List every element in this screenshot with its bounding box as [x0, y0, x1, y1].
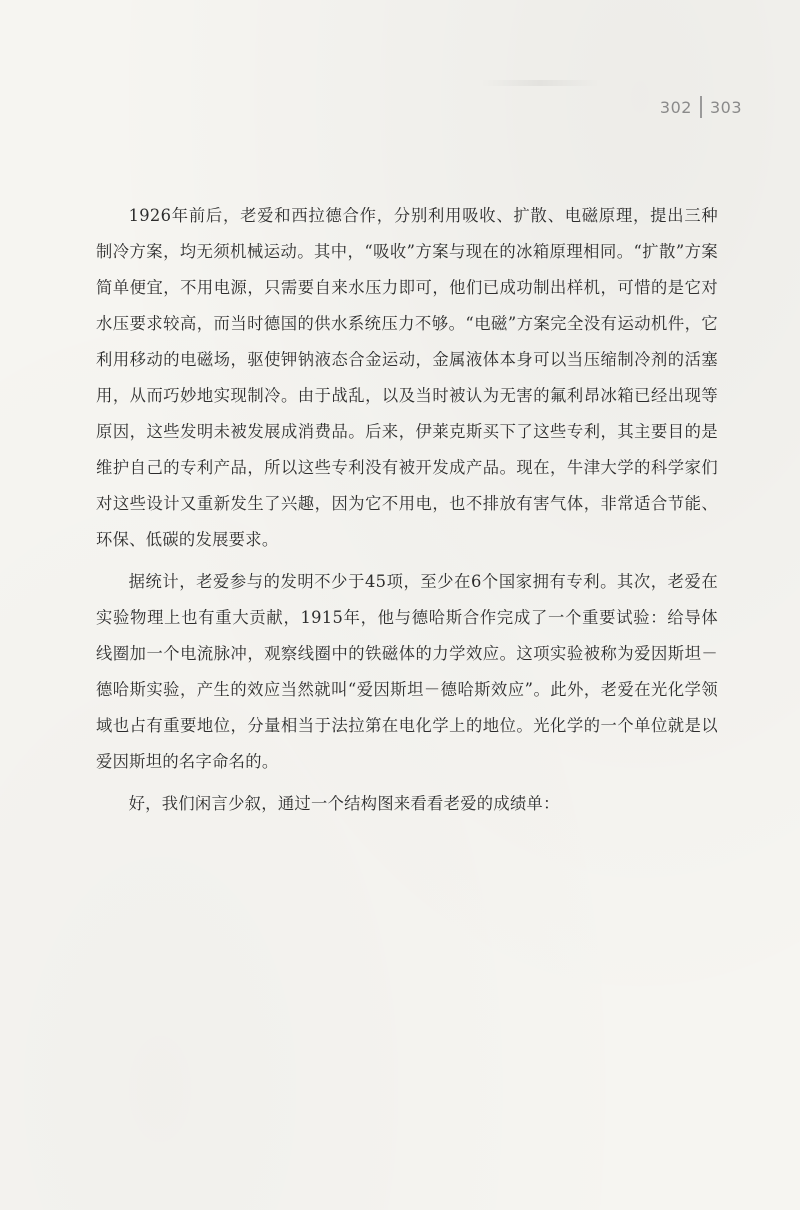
paragraph-1: 1926年前后，老爱和西拉德合作，分别利用吸收、扩散、电磁原理，提出三种制冷方案，均无须机械运动。其中，“吸收”方案与现在的冰箱原理相同。“扩散”方案简单便宜，不用电源，只需要自来水压力即可，他们已成功制出样机，可惜的是它对水压要求较高，而当时德国的供水系统压力不够。“电磁”方案完全没有运动机件，它利用移动的电磁场，驱使钾钠液态合金运动，金属液体本身可以当压缩制冷剂的活塞用，从而巧妙地实现制冷。由于战乱，以及当时被认为无害的氟利昂冰箱已经出现等原因，这些发明未被发展成消费品。后来，伊莱克斯买下了这些专利，其主要目的是维护自己的专利产品，所以这些专利没有被开发成产品。现在，牛津大学的科学家们对这些设计又重新发生了兴趣，因为它不用电，也不排放有害气体，非常适合节能、环保、低碳的发展要求。 — [96, 206, 718, 549]
body-text — [96, 198, 718, 822]
header-shadow — [480, 80, 600, 86]
page-number-header — [660, 96, 742, 118]
page-number-divider — [700, 96, 702, 118]
paragraph-2: 据统计，老爱参与的发明不少于45项，至少在6个国家拥有专利。其次，老爱在实验物理上也有重大贡献，1915年，他与德哈斯合作完成了一个重要试验：给导体线圈加一个电流脉冲，观察线圈中的铁磁体的力学效应。这项实验被称为爱因斯坦－德哈斯实验，产生的效应当然就叫“爱因斯坦－德哈斯效应”。此外，老爱在光化学领域也占有重要地位，分量相当于法拉第在电化学上的地位。光化学的一个单位就是以爱因斯坦的名字命名的。 — [96, 572, 718, 771]
page-number-left: 302 — [659, 97, 692, 117]
page-number-right: 303 — [709, 97, 742, 117]
paragraph-3: 好，我们闲言少叙，通过一个结构图来看看老爱的成绩单： — [128, 794, 560, 813]
